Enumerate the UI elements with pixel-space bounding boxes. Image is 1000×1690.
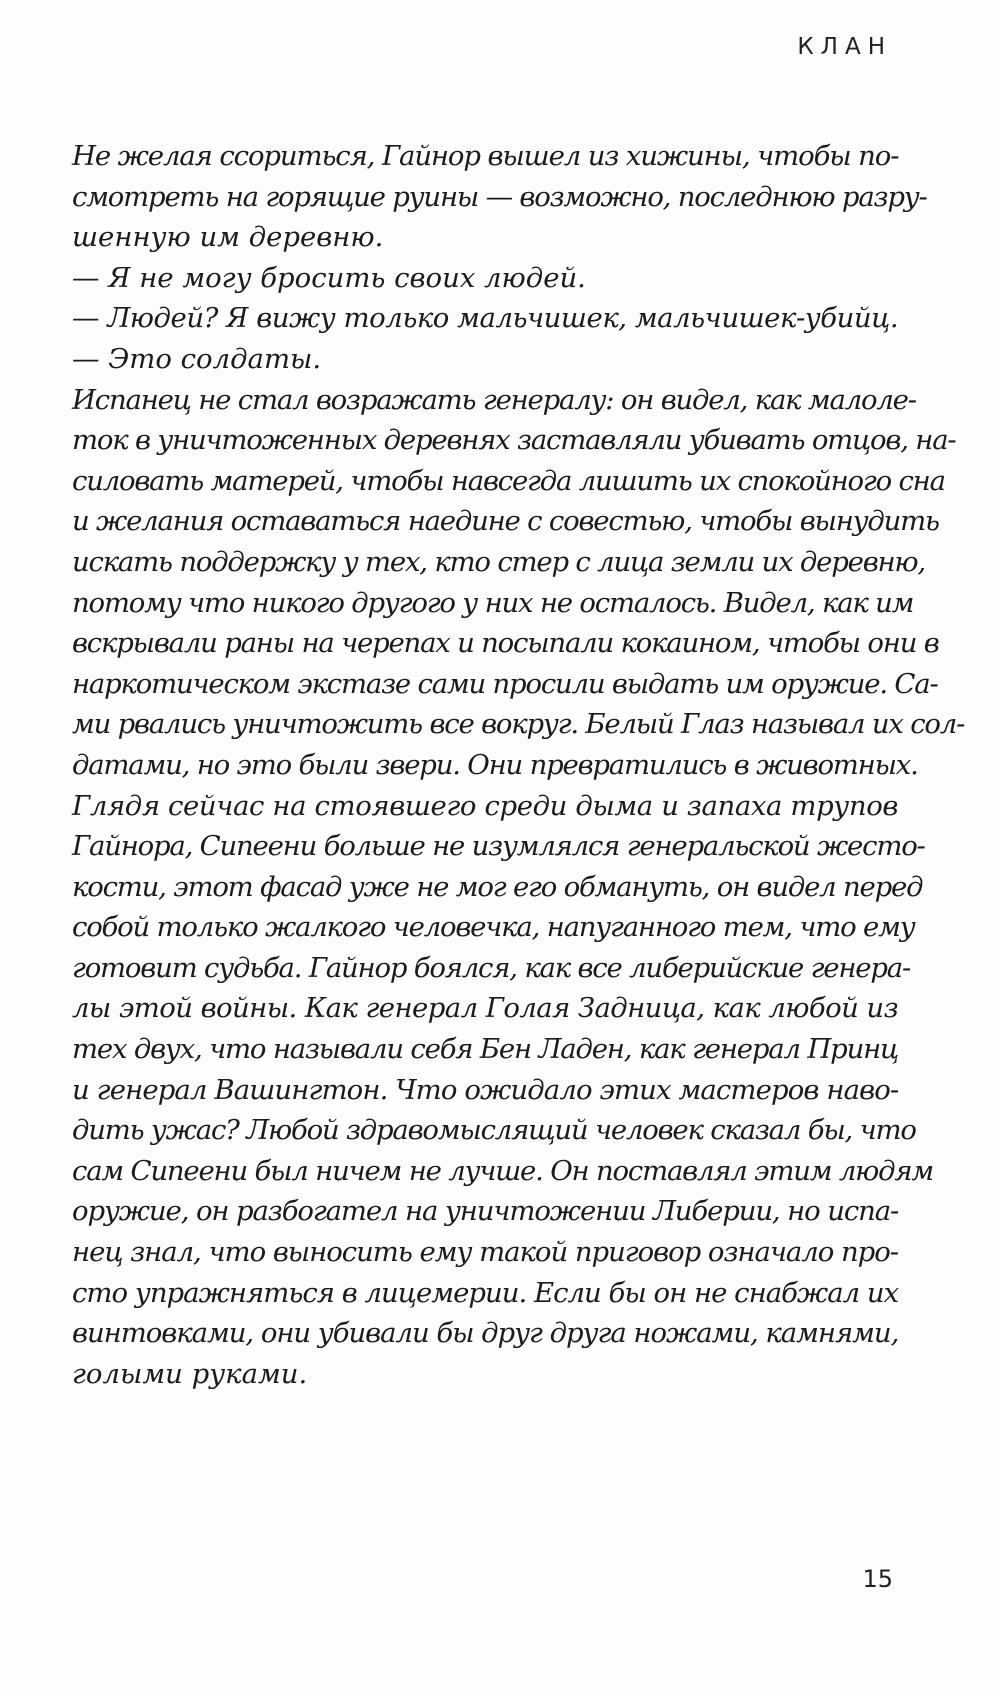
text-line: дить ужас? Любой здравомыслящий человек сказал бы, что xyxy=(72,1114,916,1147)
text-line: готовит судьба. Гайнор боялся, как все либерийские генера- xyxy=(72,951,911,984)
text-line: нец знал, что выносить ему такой приговор означало про- xyxy=(72,1236,898,1269)
text-line: собой только жалкого человечка, напуганного тем, что ему xyxy=(72,911,915,944)
text-line: Не желая ссориться, Гайнор вышел из хижины, чтобы по- xyxy=(72,140,899,172)
text-line: силовать матерей, чтобы навсегда лишить их спокойного сна xyxy=(72,464,945,497)
text-line: смотреть на горящие руины — возможно, последнюю разру- xyxy=(72,180,927,213)
text-line: кости, этот фасад уже не мог его обмануть, он видел перед xyxy=(72,870,923,903)
text-line: потому что никого другого у них не осталось. Видел, как им xyxy=(72,586,914,619)
text-line: искать поддержку у тех, кто стер с лица земли их деревню, xyxy=(72,545,925,578)
text-line: датами, но это были звери. Они превратились в животных. xyxy=(72,748,918,781)
page-number: 15 xyxy=(862,1565,893,1593)
text-line: тех двух, что называли себя Бен Ладен, как генерал Принц xyxy=(72,1033,898,1066)
body-text xyxy=(72,136,965,1394)
text-line: лы этой войны. Как генерал Голая Задница, как любой из xyxy=(72,992,898,1025)
text-line: — Людей? Я вижу только мальчишек, мальчишек-убийц. xyxy=(72,302,899,335)
text-line: шенную им деревню. xyxy=(72,221,384,254)
text-line: вскрывали раны на черепах и посыпали кокаином, чтобы они в xyxy=(72,627,939,660)
text-line: ми рвались уничтожить все вокруг. Белый Глаз называл их сол- xyxy=(72,708,965,741)
text-line: и генерал Вашингтон. Что ожидало этих мастеров наво- xyxy=(72,1073,899,1106)
text-line: — Это солдаты. xyxy=(72,342,322,375)
text-line: голыми руками. xyxy=(72,1357,308,1390)
text-line: Гайнора, Сипеени больше не изумлялся генеральской жесто- xyxy=(72,830,925,863)
text-line: ток в уничтоженных деревнях заставляли убивать отцов, на- xyxy=(72,424,956,457)
text-line: сто упражняться в лицемерии. Если бы он не снабжал их xyxy=(72,1276,899,1309)
text-line: и желания оставаться наедине с совестью, чтобы вынудить xyxy=(72,505,939,538)
text-line: винтовками, они убивали бы друг друга ножами, камнями, xyxy=(72,1317,899,1350)
text-line: сам Сипеени был ничем не лучше. Он поставлял этим людям xyxy=(72,1154,934,1187)
text-line: Испанец не стал возражать генералу: он видел, как малоле- xyxy=(72,383,916,416)
text-line: — Я не могу бросить своих людей. xyxy=(72,261,586,294)
text-line: оружие, он разбогател на уничтожении Либерии, но испа- xyxy=(72,1195,899,1228)
text-line: наркотическом экстазе сами просили выдать им оружие. Са- xyxy=(72,667,938,700)
text-line: Глядя сейчас на стоявшего среди дыма и запаха трупов xyxy=(72,789,898,822)
running-head: КЛАН xyxy=(797,34,892,60)
